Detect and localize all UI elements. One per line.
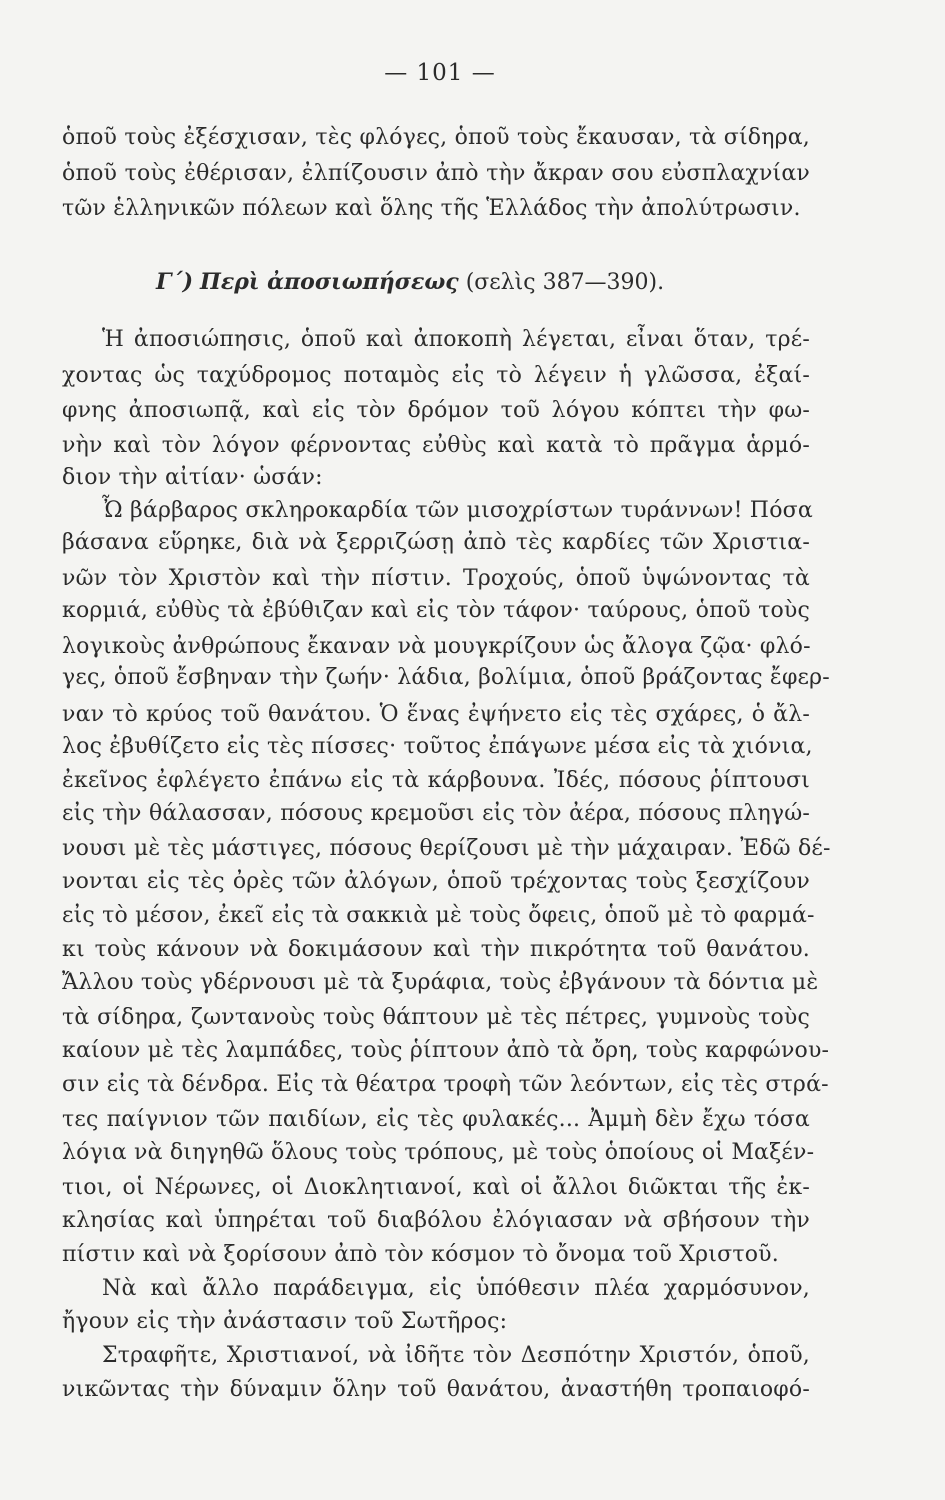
text-line: ὁποῦ τοὺς ἐθέρισαν, ἐλπίζουσιν ἀπὸ τὴν ἄκραν σου εὐσπλαχνίαν (62, 161, 810, 186)
text-line: ὁποῦ τοὺς ἐξέσχισαν, τὲς φλόγες, ὁποῦ τοὺς ἔκαυσαν, τὰ σίδηρα, (62, 125, 810, 150)
text-line: γες, ὁποῦ ἔσβηναν τὴν ζωήν· λάδια, βολίμια, ὁποῦ βράζοντας ἔφερ- (62, 665, 830, 690)
text-line: ἤγουν εἰς τὴν ἀνάστασιν τοῦ Σωτῆρος: (62, 1309, 508, 1334)
text-line: εἰς τὴν θάλασσαν, πόσους κρεμοῦσι εἰς τὸν ἀέρα, πόσους πληγώ- (62, 801, 810, 826)
text-line: φνης ἀποσιωπᾷ, καὶ εἰς τὸν δρόμον τοῦ λόγου κόπτει τὴν φω- (62, 398, 810, 423)
text-line: λογικοὺς ἀνθρώπους ἔκαναν νὰ μουγκρίζουν ὡς ἄλογα ζῷα· φλό- (62, 634, 811, 659)
section-title: Περὶ ἀποσιωπήσεως (200, 269, 459, 295)
text-line: Στραφῆτε, Χριστιανοί, νὰ ἰδῆτε τὸν Δεσπότην Χριστόν, ὁποῦ, (102, 1343, 810, 1368)
text-line: τιοι, οἱ Νέρωνες, οἱ Διοκλητιανοί, καὶ οἱ ἄλλοι διῶκται τῆς ἐκ- (62, 1175, 810, 1200)
text-line: Νὰ καὶ ἄλλο παράδειγμα, εἰς ὑπόθεσιν πλέα χαρμόσυνον, (102, 1276, 810, 1301)
page-number: — 101 — (384, 60, 496, 86)
text-line: Ὦ βάρβαρος σκληροκαρδία τῶν μισοχρίστων τυράννων! Πόσα (102, 498, 813, 523)
section-heading (156, 267, 664, 298)
text-line: Ἡ ἀποσιώπησις, ὁποῦ καὶ ἀποκοπὴ λέγεται, εἶναι ὅταν, τρέ- (102, 327, 810, 352)
text-line: πίστιν καὶ νὰ ξορίσουν ἀπὸ τὸν κόσμον τὸ ὄνομα τοῦ Χριστοῦ. (62, 1242, 779, 1267)
text-line: ἐκεῖνος ἐφλέγετο ἐπάνω εἰς τὰ κάρβουνα. Ἰδές, πόσους ῥίπτουσι (62, 768, 810, 793)
text-line: ναν τὸ κρύος τοῦ θανάτου. Ὁ ἕνας ἐψήνετο εἰς τὲς σχάρες, ὁ ἄλ- (62, 702, 810, 727)
text-line: λόγια νὰ διηγηθῶ ὅλους τοὺς τρόπους, μὲ τοὺς ὁποίους οἱ Μαξέν- (62, 1140, 815, 1165)
text-line: νουσι μὲ τὲς μάστιγες, πόσους θερίζουσι μὲ τὴν μάχαιραν. Ἐδῶ δέ- (62, 836, 831, 861)
text-line: κι τοὺς κάνουν νὰ δοκιμάσουν καὶ τὴν πικρότητα τοῦ θανάτου. (62, 937, 810, 962)
text-line: βάσανα εὕρηκε, διὰ νὰ ξερριζώσῃ ἀπὸ τὲς καρδίες τῶν Χριστια- (62, 530, 810, 555)
text-line: χοντας ὡς ταχύδρομος ποταμὸς εἰς τὸ λέγειν ἡ γλῶσσα, ἐξαί- (62, 363, 810, 388)
text-line: λος ἐβυθίζετο εἰς τὲς πίσσες· τοῦτος ἐπάγωνε μέσα εἰς τὰ χιόνια, (62, 734, 813, 759)
section-page-reference: (σελὶς 387—390). (465, 270, 665, 295)
text-line: νονται εἰς τὲς ὀρὲς τῶν ἀλόγων, ὁποῦ τρέχοντας τοὺς ξεσχίζουν (62, 869, 810, 894)
text-line: σιν εἰς τὰ δένδρα. Εἰς τὰ θέατρα τροφὴ τῶν λεόντων, εἰς τὲς στρά- (62, 1072, 829, 1097)
text-line: κλησίας καὶ ὑπηρέται τοῦ διαβόλου ἐλόγιασαν νὰ σβήσουν τὴν (62, 1208, 810, 1233)
section-label: Γ΄) (156, 269, 194, 295)
text-line: εἰς τὸ μέσον, ἐκεῖ εἰς τὰ σακκιὰ μὲ τοὺς ὄφεις, ὁποῦ μὲ τὸ φαρμά- (62, 903, 815, 928)
text-line: νικῶντας τὴν δύναμιν ὅλην τοῦ θανάτου, ἀναστήθη τροπαιοφό- (62, 1377, 810, 1402)
text-line: νῶν τὸν Χριστὸν καὶ τὴν πίστιν. Τροχούς, ὁποῦ ὑψώνοντας τὰ (62, 566, 810, 591)
text-line: κορμιά, εὐθὺς τὰ ἐβύθιζαν καὶ εἰς τὸν τάφον· ταύρους, ὁποῦ τοὺς (62, 598, 810, 623)
text-line: τῶν ἑλληνικῶν πόλεων καὶ ὅλης τῆς Ἑλλάδος τὴν ἀπολύτρωσιν. (62, 196, 801, 221)
text-line: τὰ σίδηρα, ζωντανοὺς τοὺς θάπτουν μὲ τὲς πέτρες, γυμνοὺς τοὺς (62, 1005, 810, 1030)
text-line: τες παίγνιον τῶν παιδίων, εἰς τὲς φυλακές... Ἀμμὴ δὲν ἔχω τόσα (62, 1107, 810, 1132)
text-line: διον τὴν αἰτίαν· ὡσάν: (62, 465, 323, 490)
text-line: Ἄλλου τοὺς γδέρνουσι μὲ τὰ ξυράφια, τοὺς ἐβγάνουν τὰ δόντια μὲ (62, 970, 819, 995)
text-line: καίουν μὲ τὲς λαμπάδες, τοὺς ῥίπτουν ἀπὸ τὰ ὄρη, τοὺς καρφώνου- (62, 1038, 830, 1063)
text-line: νὴν καὶ τὸν λόγον φέρνοντας εὐθὺς καὶ κατὰ τὸ πρᾶγμα ἁρμό- (62, 433, 810, 458)
